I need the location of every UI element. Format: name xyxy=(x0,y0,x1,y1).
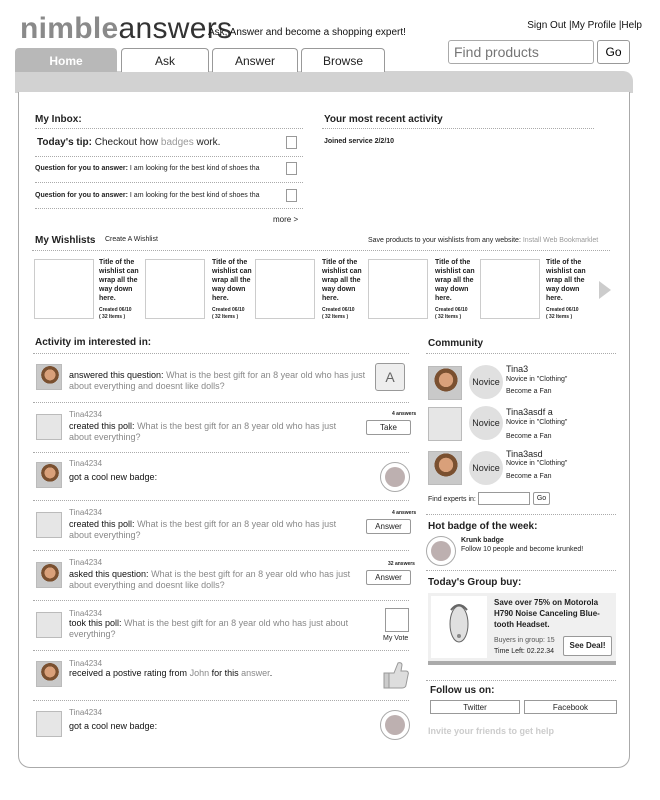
divider xyxy=(322,128,594,129)
divider xyxy=(35,182,303,183)
wishlist-thumb[interactable] xyxy=(145,259,205,319)
wishlist-meta xyxy=(212,307,245,321)
avatar[interactable] xyxy=(36,562,62,588)
product-image[interactable] xyxy=(431,596,487,658)
member-avatar[interactable] xyxy=(428,451,462,485)
member-status: Novice in "Clothing" xyxy=(506,460,568,467)
avatar-photo xyxy=(37,662,62,687)
wishlist-count: ( 32 Items ) xyxy=(546,314,573,320)
novice-badge: Novice xyxy=(469,451,503,485)
activity-question[interactable]: What is the best gift for an 8 year old who has just about everything and doesnt like dolls? xyxy=(69,569,351,590)
group-buy-headline[interactable]: Save over 75% on Motorola H790 Noise Canceling Blue-tooth Headset. xyxy=(494,598,600,629)
follow-title: Follow us on: xyxy=(430,685,495,696)
wishlist-title[interactable]: Title of the wishlist can wrap all the way down here. xyxy=(212,259,252,302)
logo-part2: answers xyxy=(118,12,233,45)
next-arrow-icon[interactable] xyxy=(597,279,613,301)
avatar[interactable] xyxy=(36,661,62,687)
separator: | xyxy=(618,20,622,31)
divider xyxy=(35,128,303,129)
inbox-question-2[interactable] xyxy=(35,192,259,199)
wishlists-title: My Wishlists xyxy=(35,235,96,246)
wishlist-created: Created 06/10 xyxy=(212,307,245,313)
activity-user[interactable]: Tina4234 xyxy=(69,508,103,517)
activity-user[interactable]: Tina4234 xyxy=(69,659,103,668)
divider xyxy=(35,156,303,157)
separator: | xyxy=(568,20,572,31)
activity-action: got a cool new badge: xyxy=(69,472,158,482)
member-avatar[interactable] xyxy=(428,407,462,441)
divider xyxy=(33,700,409,701)
wishlist-thumb[interactable] xyxy=(368,259,428,319)
wishlist-thumb[interactable] xyxy=(34,259,94,319)
inbox-question-1[interactable] xyxy=(35,165,259,172)
member-name[interactable]: Tina3asd xyxy=(506,449,543,459)
bookmarklet-hint xyxy=(368,237,598,244)
divider xyxy=(426,680,616,681)
wishlist-title[interactable]: Title of the wishlist can wrap all the way down here. xyxy=(322,259,362,302)
question-2-checkbox[interactable] xyxy=(286,189,297,202)
tab-home[interactable]: Home xyxy=(15,48,117,72)
recent-activity-item: Joined service 2/2/10 xyxy=(324,138,395,145)
tab-answer[interactable]: Answer xyxy=(212,48,298,72)
activity-poll[interactable]: What is the best gift for an 8 year old who has just about everything? xyxy=(69,421,337,442)
activity-action: received a postive rating from xyxy=(69,668,188,678)
recent-activity-title: Your most recent activity xyxy=(324,114,443,125)
search-input[interactable] xyxy=(448,40,594,64)
activity-action: created this poll: xyxy=(69,519,135,529)
member-status: Novice in "Clothing" xyxy=(506,419,568,426)
question-label: Question for you to answer: xyxy=(35,192,128,199)
find-experts-label: Find experts in: xyxy=(428,496,476,503)
activity-item[interactable] xyxy=(69,370,369,392)
sign-out-link[interactable]: Sign Out xyxy=(527,20,567,31)
find-experts-go-button[interactable]: Go xyxy=(533,492,550,505)
novice-badge: Novice xyxy=(469,406,503,440)
activity-user[interactable]: Tina4234 xyxy=(69,609,103,618)
divider xyxy=(33,550,409,551)
divider xyxy=(33,353,409,354)
my-profile-link[interactable]: My Profile xyxy=(571,20,617,31)
activity-action: took this poll: xyxy=(69,618,122,628)
avatar[interactable] xyxy=(36,711,62,737)
avatar-photo xyxy=(429,452,462,485)
create-wishlist-link[interactable]: Create A Wishlist xyxy=(105,236,158,243)
hot-badge-icon[interactable] xyxy=(426,536,456,566)
my-vote-label: My Vote xyxy=(383,635,409,642)
badges-link[interactable]: badges xyxy=(160,137,194,148)
activity-item[interactable] xyxy=(69,618,359,640)
wishlist-created: Created 06/10 xyxy=(322,307,355,313)
avatar[interactable] xyxy=(36,414,62,440)
avatar[interactable] xyxy=(36,512,62,538)
avatar-photo xyxy=(37,563,62,588)
wishlist-title[interactable]: Title of the wishlist can wrap all the way down here. xyxy=(546,259,586,302)
activity-action: for this xyxy=(211,668,239,678)
divider xyxy=(33,452,409,453)
activity-action: asked this question: xyxy=(69,569,149,579)
activity-title: Activity im interested in: xyxy=(35,337,152,348)
member-avatar[interactable] xyxy=(428,366,462,400)
thumbs-up-icon xyxy=(382,659,410,691)
wishlist-meta xyxy=(322,307,355,321)
tab-ask[interactable]: Ask xyxy=(121,48,209,72)
top-links xyxy=(527,20,642,31)
activity-action: got a cool new badge: xyxy=(69,721,158,731)
tab-browse[interactable]: Browse xyxy=(301,48,385,72)
become-fan-link[interactable]: Become a Fan xyxy=(506,473,552,480)
answer-a-icon[interactable]: A xyxy=(375,363,405,391)
tip-pre: Checkout how xyxy=(94,137,159,148)
activity-item[interactable]: received a postive rating from John for this answer. xyxy=(69,668,273,678)
activity-item[interactable] xyxy=(69,569,369,591)
rater-link[interactable]: John xyxy=(189,668,210,678)
community-title: Community xyxy=(428,338,483,349)
wishlist-count: ( 32 Items ) xyxy=(322,314,349,320)
tagline: Ask, Answer and become a shopping expert! xyxy=(208,27,406,38)
badge-icon[interactable] xyxy=(380,710,410,740)
tip-checkbox[interactable] xyxy=(286,136,297,149)
answer-button[interactable]: Answer xyxy=(366,519,411,534)
answer-button[interactable]: Answer xyxy=(366,570,411,585)
divider xyxy=(426,353,616,354)
install-bookmarklet-link[interactable]: Install Web Bookmarklet xyxy=(522,237,599,244)
hot-badge-desc: Follow 10 people and become krunked! xyxy=(461,546,584,553)
wishlist-count: ( 32 Items ) xyxy=(435,314,462,320)
wishlist-thumb[interactable] xyxy=(255,259,315,319)
become-fan-link[interactable]: Become a Fan xyxy=(506,433,552,440)
hot-badge-name[interactable]: Krunk badge xyxy=(461,537,504,544)
divider xyxy=(35,208,303,209)
become-fan-link[interactable]: Become a Fan xyxy=(506,388,552,395)
question-label: Question for you to answer: xyxy=(35,165,128,172)
wishlist-created: Created 06/10 xyxy=(99,307,132,313)
activity-item[interactable] xyxy=(69,421,359,443)
wishlist-created: Created 06/10 xyxy=(435,307,468,313)
activity-poll[interactable]: What is the best gift for an 8 year old who has just about everything? xyxy=(69,618,349,639)
activity-action: answered this question: xyxy=(69,370,164,380)
search-go-button[interactable]: Go xyxy=(597,40,630,64)
divider xyxy=(426,514,616,515)
divider xyxy=(33,650,409,651)
avatar-photo xyxy=(37,463,62,488)
group-buy-title: Today's Group buy: xyxy=(428,577,522,588)
question-text: I am looking for the best kind of shoes tha xyxy=(129,165,260,172)
divider xyxy=(33,600,409,601)
invite-friends-link[interactable]: Invite your friends to get help xyxy=(428,726,555,736)
divider xyxy=(32,250,610,251)
tip-label: Today's tip: xyxy=(37,137,92,148)
facebook-button[interactable]: Facebook xyxy=(524,700,617,714)
avatar[interactable] xyxy=(36,364,62,390)
wishlist-count: ( 32 Items ) xyxy=(212,314,239,320)
activity-poll[interactable]: What is the best gift for an 8 year old who has just about everything? xyxy=(69,519,337,540)
activity-item[interactable] xyxy=(69,519,359,541)
activity-user[interactable]: Tina4234 xyxy=(69,558,103,567)
save-text: Save products to your wishlists from any website: xyxy=(368,237,521,244)
divider xyxy=(33,500,409,501)
logo-part1: nimble xyxy=(20,12,119,45)
help-link[interactable]: Help xyxy=(621,20,642,31)
see-deal-button[interactable]: See Deal! xyxy=(563,636,612,656)
find-experts-input[interactable] xyxy=(478,492,530,505)
activity-user[interactable]: Tina4234 xyxy=(69,459,103,468)
badge-icon[interactable] xyxy=(380,462,410,492)
avatar[interactable] xyxy=(36,612,62,638)
wishlist-meta xyxy=(435,307,468,321)
member-name[interactable]: Tina3 xyxy=(506,364,529,374)
member-name[interactable]: Tina3asdf a xyxy=(506,407,553,417)
wishlist-meta xyxy=(99,307,132,321)
hot-badge-title: Hot badge of the week: xyxy=(428,521,538,532)
wishlist-title[interactable]: Title of the wishlist can wrap all the way down here. xyxy=(435,259,475,302)
wishlist-count: ( 32 Items ) xyxy=(99,314,126,320)
avatar[interactable] xyxy=(36,462,62,488)
twitter-button[interactable]: Twitter xyxy=(430,700,520,714)
tip-post: work. xyxy=(196,137,221,148)
wishlist-meta xyxy=(546,307,579,321)
answer-link[interactable]: answer xyxy=(241,668,270,678)
inbox-title: My Inbox: xyxy=(35,114,82,125)
answer-count: 4 answers xyxy=(392,411,417,417)
avatar-photo xyxy=(429,367,462,400)
activity-user[interactable]: Tina4234 xyxy=(69,410,103,419)
nav-band xyxy=(15,71,633,93)
activity-action: created this poll: xyxy=(69,421,135,431)
headset-icon xyxy=(431,596,487,658)
answer-count: 32 answers xyxy=(388,561,415,567)
activity-user[interactable]: Tina4234 xyxy=(69,708,103,717)
answer-count: 4 answers xyxy=(392,510,417,516)
my-vote-box[interactable] xyxy=(385,608,409,632)
wishlist-thumb[interactable] xyxy=(480,259,540,319)
today-tip xyxy=(37,137,220,148)
group-buy-buyers: Buyers in group: 15 xyxy=(494,637,555,644)
activity-question[interactable]: What is the best gift for an 8 year old who has just about everything and doesnt like dolls? xyxy=(69,370,366,391)
question-text: I am looking for the best kind of shoes tha xyxy=(129,192,260,199)
divider xyxy=(426,570,616,571)
avatar-photo xyxy=(37,365,62,390)
member-status: Novice in "Clothing" xyxy=(506,376,568,383)
question-1-checkbox[interactable] xyxy=(286,162,297,175)
logo[interactable] xyxy=(20,12,232,46)
wishlist-created: Created 06/10 xyxy=(546,307,579,313)
take-poll-button[interactable]: Take xyxy=(366,420,411,435)
wishlist-title[interactable]: Title of the wishlist can wrap all the way down here. xyxy=(99,259,139,302)
group-buy-time: Time Left: 02.22.34 xyxy=(494,648,555,655)
divider xyxy=(33,402,409,403)
novice-badge: Novice xyxy=(469,365,503,399)
more-link[interactable]: more > xyxy=(273,215,299,224)
